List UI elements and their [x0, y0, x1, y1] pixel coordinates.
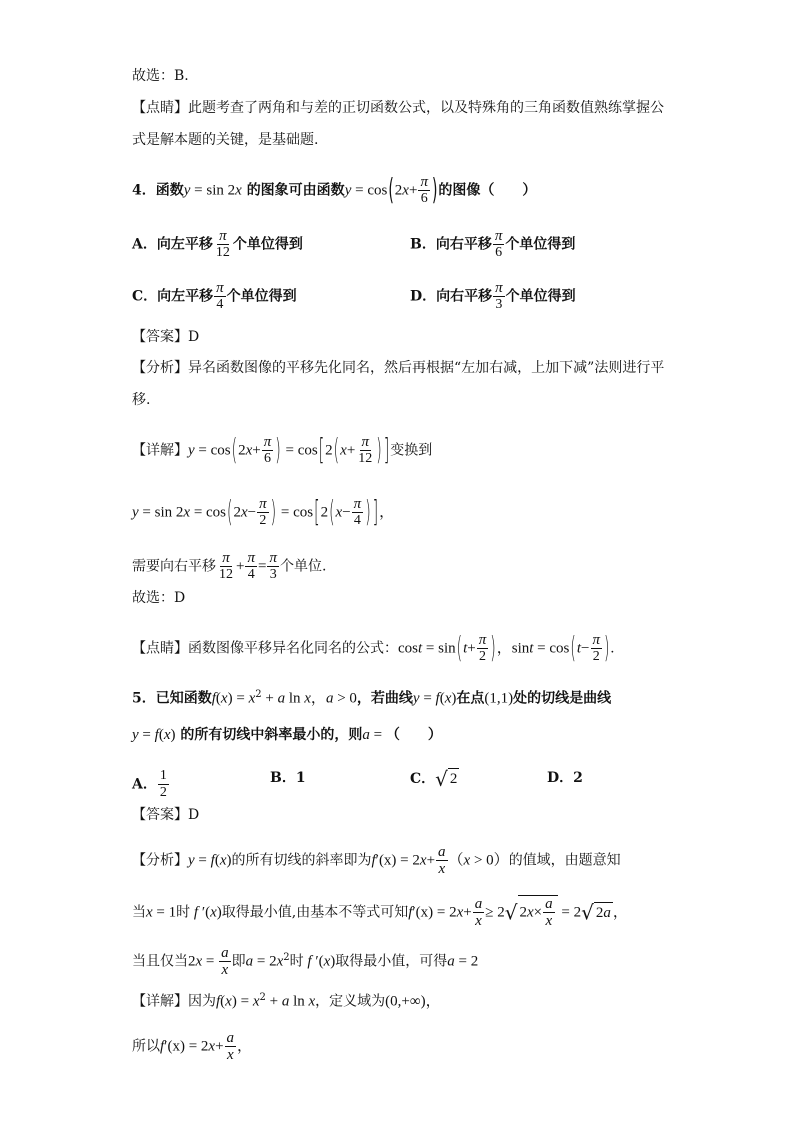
previous-answer: 故选：B. — [132, 68, 189, 84]
q4-option-c[interactable]: C．向左平移 $\frac{\pi}{4}$ 个单位得到 — [132, 280, 297, 312]
comment-text: 函数图像平移异名化同名的公式： — [188, 640, 398, 657]
detail-tag: 【详解】 — [132, 442, 188, 459]
detail-tag: 【详解】 — [132, 993, 188, 1010]
q4-detail-line2: y = sin 2x = cos(2x− $\frac{\pi}{2}$ ) = cos[2(x− $\frac{\pi}{4}$ ) ]， — [132, 495, 395, 530]
q5-stem-6: （ ） — [385, 727, 442, 743]
q5-answer — [132, 805, 199, 825]
option-suffix: 个单位得到 — [505, 236, 576, 253]
q4-stem-b: 的图象可由函数 — [246, 182, 345, 199]
q4-shift-line: 需要向右平移 $\frac{\pi}{12}$ + $\frac{\pi}{4}$ = $\frac{\pi}{3}$ 个单位. — [132, 550, 327, 582]
q4-answer — [132, 327, 199, 347]
option-suffix: 个单位得到 — [226, 288, 297, 305]
detail-text: 所以 — [132, 1038, 160, 1055]
q5-stem-line2: y = f(x) 的所有切线中斜率最小的，则a = （ ） — [132, 727, 442, 743]
q4-option-b[interactable]: B．向右平移 $\frac{\pi}{6}$ 个单位得到 — [410, 228, 576, 260]
answer-tag: 【答案】 — [132, 329, 188, 345]
q4-stem-c: 的图像（ ） — [438, 182, 537, 199]
q5-analysis-line2: 当x = 1时 f ′(x)取得最小值,由基本不等式可知f′(x) = 2x+ $\frac{a}{x}$ ≥ 2√ 2x× $\frac{a}{x}$ = 2√ 2a ， — [132, 896, 628, 929]
q4-analysis-line2: 移. — [132, 392, 151, 408]
comment-tag: 【点睛】 — [132, 100, 188, 116]
q5-number: 5． — [132, 690, 156, 707]
answer-value: D — [188, 329, 200, 345]
q4-stem-a: 函数 — [155, 182, 184, 199]
detail-suffix: 变换到 — [390, 442, 433, 459]
q5-option-d[interactable]: D．2 — [547, 770, 583, 786]
analysis-text: 当 — [132, 904, 146, 921]
analysis-text: 时 — [289, 953, 304, 970]
analysis-tag: 【分析】 — [132, 852, 188, 869]
option-label: A．向左平移 — [132, 236, 213, 253]
analysis-text: 当且仅当 — [132, 953, 188, 970]
q5-analysis-line1: 【分析】y = f(x)的所有切线的斜率即为f′(x) = 2x+ $\frac{a}{x}$ （x > 0）的值域，由题意知 — [132, 844, 621, 877]
q4-choose: 故选：D — [132, 590, 186, 606]
q5-option-b[interactable]: B．1 — [270, 770, 306, 786]
q4-number: 4． — [132, 182, 156, 199]
q5-stem-3: 在点 — [456, 690, 485, 707]
q4-stem: 4．函数y = sin 2x 的图象可由函数y = cos(2x+ $\frac{\pi}{6}$ )的图像（ ） — [132, 173, 537, 208]
detail-text: 因为 — [188, 993, 216, 1010]
option-suffix: 个单位得到 — [505, 288, 576, 305]
analysis-text-a: 的所有切线的斜率即为 — [231, 852, 372, 869]
detail-text: ，定义域为 — [315, 993, 386, 1010]
q5-option-c[interactable]: C．√ 2 — [410, 767, 458, 791]
comment-prev-line1 — [132, 98, 664, 118]
analysis-text: 即 — [231, 953, 246, 970]
q5-option-a[interactable]: A． $\frac{1}{2}$ — [132, 768, 167, 800]
q5-stem-line1: 5．已知函数$f(x) = x^2 + a$ ln x，a > 0，若曲线y = f(x)在点(1,1)处的切线是曲线 — [132, 689, 612, 707]
comment-text: 此题考查了两角和与差的正切函数公式，以及特殊角的三角函数值熟练掌握公 — [188, 100, 664, 116]
analysis-text: 取得最小值,由基本不等式可知 — [221, 904, 409, 921]
q5-stem-1: 已知函数 — [155, 690, 212, 707]
analysis-text: 异名函数图像的平移先化同名，然后再根据“左加右减，上加下减”法则进行平 — [188, 360, 665, 376]
option-label: A． — [132, 776, 157, 793]
shift-text: 需要向右平移 — [132, 558, 216, 575]
q5-analysis-line3: 当且仅当2x = $\frac{a}{x}$ 即$a = 2x^2$时 f ′(x)取得最小值，可得a = 2 — [132, 945, 479, 978]
answer-tag: 【答案】 — [132, 807, 188, 823]
q5-detail-line2: 所以f′(x) = 2x+ $\frac{a}{x}$ ， — [132, 1030, 253, 1063]
analysis-text: 时 — [176, 904, 191, 921]
q5-stem-2: ，若曲线 — [356, 690, 413, 707]
q5-detail-line1: 【详解】因为$f(x) = x^2 + a$ ln x，定义域为(0,+∞)， — [132, 992, 441, 1010]
shift-suffix: 个单位. — [279, 558, 327, 575]
option-suffix: 个单位得到 — [232, 236, 303, 253]
option-label: C．向左平移 — [132, 288, 214, 305]
q4-analysis-line1 — [132, 358, 664, 378]
option-label: D．向右平移 — [410, 288, 493, 305]
q4-detail-line1: 【详解】y = cos(2x+ $\frac{\pi}{6}$ ) = cos[2(x+ $\frac{\pi}{12}$ ) ]变换到 — [132, 433, 433, 468]
comment-tag: 【点睛】 — [132, 640, 188, 657]
q5-stem-4: 处的切线是曲线 — [513, 690, 612, 707]
q5-stem-5: 的所有切线中斜率最小的，则 — [180, 727, 363, 743]
q4-option-d[interactable]: D．向右平移 $\frac{\pi}{3}$ 个单位得到 — [410, 280, 576, 312]
analysis-tag: 【分析】 — [132, 360, 188, 376]
answer-value: D — [188, 807, 200, 823]
option-label: C． — [410, 771, 436, 787]
comment-prev-line2: 式是解本题的关键，是基础题. — [132, 132, 319, 148]
q4-comment: 【点睛】函数图像平移异名化同名的公式：cost = sin(t+ $\frac{\pi}{2}$ )，sint = cos(t− $\frac{\pi}{2}$ ). — [132, 631, 615, 666]
option-label: B．向右平移 — [410, 236, 492, 253]
q4-option-a[interactable]: A．向左平移 $\frac{\pi}{12}$ 个单位得到 — [132, 228, 303, 260]
analysis-text-b: 的值域，由题意知 — [508, 852, 621, 869]
analysis-text: 取得最小值，可得 — [335, 953, 448, 970]
